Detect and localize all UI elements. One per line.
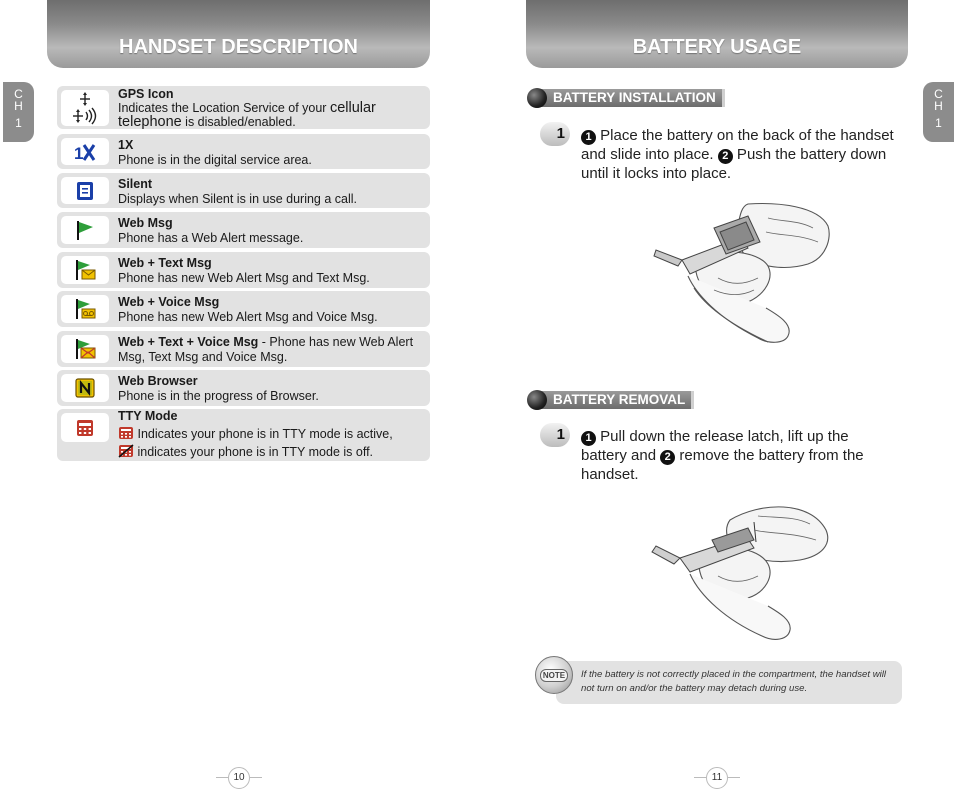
- page-title-right: BATTERY USAGE: [632, 36, 802, 58]
- row-description: Phone is in the digital service area.: [118, 153, 312, 167]
- row-description-off: indicates your phone is in TTY mode is off.: [118, 444, 422, 460]
- page-number-rule: [216, 777, 228, 778]
- row-title: Web Msg: [118, 216, 173, 230]
- page-number-rule: [694, 777, 706, 778]
- web-text-voice-msg-icon: [61, 335, 109, 363]
- silent-icon: [61, 177, 109, 204]
- bullet-icon: [527, 88, 547, 108]
- marker-1: 1: [581, 431, 596, 446]
- note-badge-label: NOTE: [540, 669, 568, 682]
- section-label: BATTERY INSTALLATION: [537, 89, 725, 107]
- icon-row-1x: [57, 134, 430, 169]
- page-number-left: 10: [228, 767, 250, 789]
- icon-row-gps: [57, 86, 430, 129]
- row-title: Silent: [118, 177, 153, 191]
- page-number-rule: [728, 777, 740, 778]
- row-description: Phone has new Web Alert Msg and Voice Msg.: [118, 310, 378, 324]
- tty-off-icon: [118, 444, 134, 458]
- battery-installation-illustration: [648, 198, 833, 348]
- row-title: 1X: [118, 138, 134, 152]
- installation-instructions: 1 Place the battery on the back of the handset and slide into place. 2 Push the battery down until it locks into place.: [581, 127, 894, 182]
- battery-removal-illustration: [650, 500, 835, 645]
- gps-icon: [61, 90, 109, 126]
- row-description: Phone is in the progress of Browser.: [118, 389, 319, 403]
- marker-1: 1: [581, 130, 596, 145]
- 1x-icon: [61, 138, 109, 165]
- row-description: Phone has new Web Alert Msg and Text Msg.: [118, 271, 370, 285]
- row-title: Web + Text Msg: [118, 256, 212, 270]
- row-description: Phone has a Web Alert message.: [118, 231, 304, 245]
- removal-instructions: 1 Pull down the release latch, lift up the battery and 2 remove the battery from the handset.: [581, 428, 864, 483]
- icon-row-web-msg: [57, 212, 430, 248]
- icon-row-web-voice-msg: [57, 291, 430, 327]
- icon-row-web-text-voice-msg: [57, 331, 430, 367]
- row-description: Displays when Silent is in use during a call.: [118, 192, 358, 206]
- row-title: GPS Icon: [118, 87, 174, 101]
- page-title-left: HANDSET DESCRIPTION: [119, 36, 358, 58]
- row-title: Web + Voice Msg: [118, 295, 220, 309]
- web-msg-icon: [61, 216, 109, 244]
- page-header-left: [47, 0, 430, 68]
- tty-on-icon: [118, 426, 134, 440]
- note-box: [556, 661, 902, 704]
- row-description: Web + Text + Voice Msg - Phone has new Web Alert Msg, Text Msg and Voice Msg.: [118, 335, 414, 364]
- section-heading-installation: [527, 88, 725, 108]
- page-number-right: 11: [706, 767, 728, 789]
- note-text: If the battery is not correctly placed in the compartment, the handset will not turn on and/or the battery may detach during use.: [581, 669, 887, 694]
- tty-icon: [61, 413, 109, 442]
- marker-2: 2: [718, 149, 733, 164]
- web-browser-icon: [61, 374, 109, 402]
- chapter-tab-left: C H 1: [3, 82, 34, 142]
- note-icon: [535, 656, 573, 694]
- web-text-msg-icon: [61, 256, 109, 284]
- section-label: BATTERY REMOVAL: [537, 391, 694, 409]
- svg-text:1: 1: [74, 143, 84, 163]
- row-description: Indicates the Location Service of your cellular telephone is disabled/enabled.: [118, 100, 376, 130]
- row-description-on: Indicates your phone is in TTY mode is active,: [118, 426, 422, 442]
- icon-row-tty-mode: [57, 409, 430, 461]
- icon-row-web-browser: [57, 370, 430, 406]
- web-voice-msg-icon: [61, 295, 109, 323]
- section-heading-removal: [527, 390, 694, 410]
- page-number-rule: [250, 777, 262, 778]
- page-header-right: [526, 0, 908, 68]
- icon-row-web-text-msg: [57, 252, 430, 288]
- marker-2: 2: [660, 450, 675, 465]
- icon-row-silent: [57, 173, 430, 208]
- step-number: 1: [540, 122, 570, 146]
- step-number: 1: [540, 423, 570, 447]
- row-title: TTY Mode: [118, 409, 178, 423]
- row-title: Web Browser: [118, 374, 198, 388]
- bullet-icon: [527, 390, 547, 410]
- chapter-tab-right: C H 1: [923, 82, 954, 142]
